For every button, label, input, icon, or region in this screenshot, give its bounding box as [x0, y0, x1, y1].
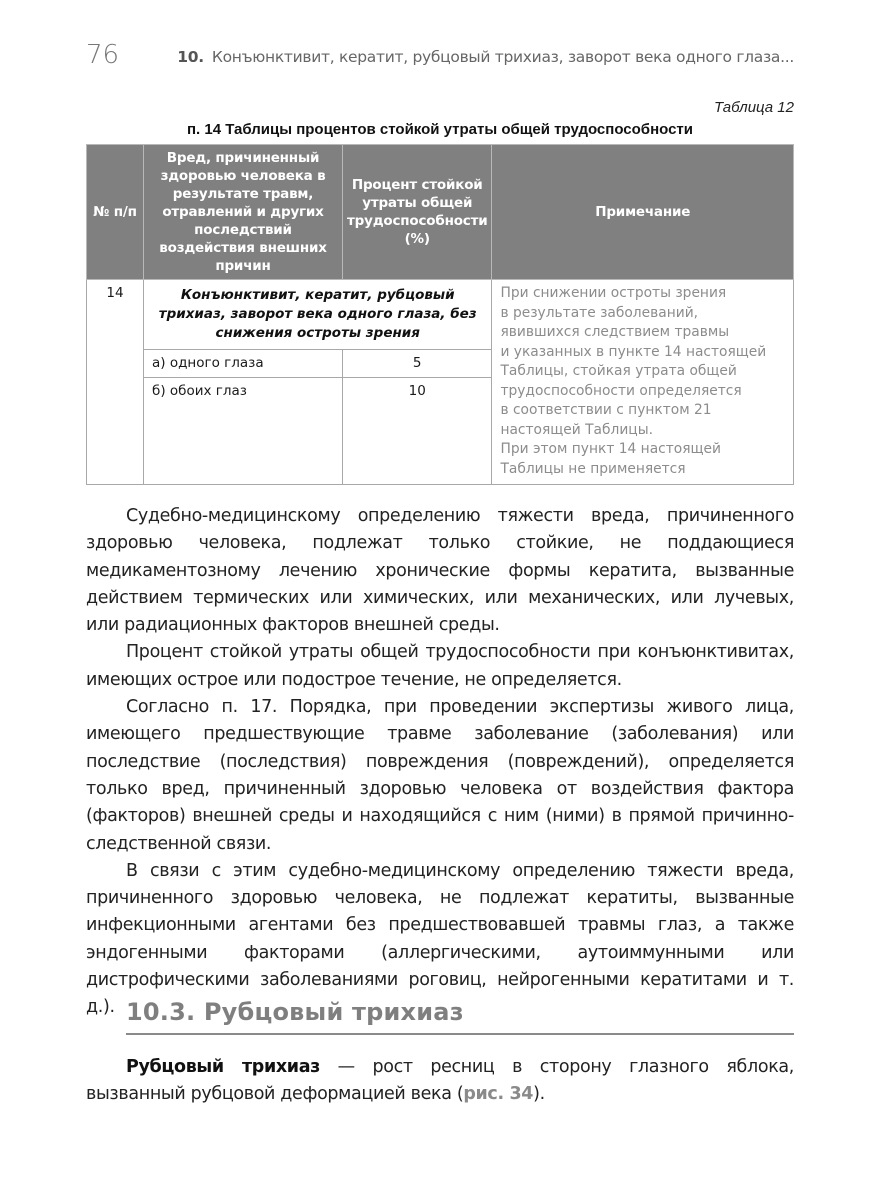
page-number: 76 — [86, 40, 120, 70]
note-line: явившихся следствием травмы — [500, 324, 730, 340]
note-line: При этом пункт 14 настоящей — [500, 441, 721, 457]
note-line: в результате заболеваний, — [500, 304, 699, 321]
section-heading: 10.3. Рубцовый трихиаз — [126, 998, 464, 1026]
row-note — [492, 280, 794, 485]
row-group-title: Конъюнктивит, кератит, рубцовый трихиаз, заворот века одного глаза, без снижения остроты зрения — [144, 280, 492, 350]
table-title: п. 14 Таблицы процентов стойкой утраты общей трудоспособности — [186, 121, 693, 138]
section-divider — [126, 1033, 794, 1035]
header-harm: Вред, причиненный здоровью человека в результате травм, отравлений и других последствий воздействия внешних причин — [144, 145, 343, 280]
row-number: 14 — [87, 280, 144, 485]
table-header-row — [87, 145, 794, 280]
chapter-title — [177, 48, 794, 66]
chapter-number: 10. — [177, 48, 204, 66]
body-text — [86, 503, 794, 1022]
note-line: трудоспособности определяется — [500, 382, 742, 399]
figure-reference-link[interactable]: рис. 34 — [463, 1084, 534, 1105]
subrow-label: б) обоих глаз — [144, 378, 343, 485]
note-line: Таблицы, стойкая утрата общей — [500, 363, 737, 379]
note-line: При снижении остроты зрения — [500, 285, 727, 301]
table-row — [87, 280, 794, 350]
note-line: настоящей Таблицы. — [500, 421, 653, 438]
note-line: и указанных в пункте 14 настоящей — [500, 343, 767, 360]
paragraph: Согласно п. 17. Порядка, при проведении экспертизы живого лица, имеющего предшествующие травме заболевание (заболевания) или последствие (последствия) повреждения (повреждений), определяется только вред, причиненный здоровью человека от воздействия фактора (факторов) внешней среды и находящийся с ним (ними) в прямой причинно-следственной связи. — [86, 697, 794, 854]
paragraph: Процент стойкой утраты общей трудоспособности при конъюнктивитах, имеющих острое или подострое течение, не определяется. — [86, 642, 794, 690]
definition-text: — рост ресниц в сторону глазного яблока, вызванный рубцовой деформацией века ( — [86, 1057, 794, 1105]
subrow-label: а) одного глаза — [144, 350, 343, 378]
table-label: Таблица 12 — [713, 99, 794, 116]
running-head — [86, 40, 794, 76]
note-line: Таблицы не применяется — [500, 460, 686, 477]
definition-paragraph — [86, 1054, 794, 1109]
subrow-percent: 5 — [343, 350, 492, 378]
subrow-percent: 10 — [343, 378, 492, 485]
paragraph: В связи с этим судебно-медицинскому определению тяжести вреда, причиненного здоровью человека, не подлежат кератиты, вызванные инфекционными агентами без предшествовавшей травмы глаз, а также эндогенными факторами (аллергическими, аутоиммунными или дистрофическими заболеваниями роговиц, нейрогенными кератитами и т. д.). — [86, 860, 794, 1018]
header-num: № п/п — [87, 145, 144, 280]
header-percent: Процент стойкой утраты общей трудоспособности (%) — [343, 145, 492, 280]
chapter-title-text: Конъюнктивит, кератит, рубцовый трихиаз, заворот века одного глаза... — [211, 48, 794, 66]
header-note: Примечание — [492, 145, 794, 280]
definition-term: Рубцовый трихиаз — [126, 1057, 320, 1077]
paragraph: Судебно-медицинскому определению тяжести вреда, причиненного здоровью человека, подлежат только стойкие, не поддающиеся медикаментозному лечению хронические формы кератита, вызванные действием термических или химических, или механических, или лучевых, или радиационных факторов внешней среды. — [86, 506, 794, 636]
note-line: в соответствии с пунктом 21 — [500, 402, 712, 418]
disability-table — [86, 144, 794, 485]
definition-end: ). — [533, 1084, 545, 1105]
definition — [86, 1054, 794, 1109]
